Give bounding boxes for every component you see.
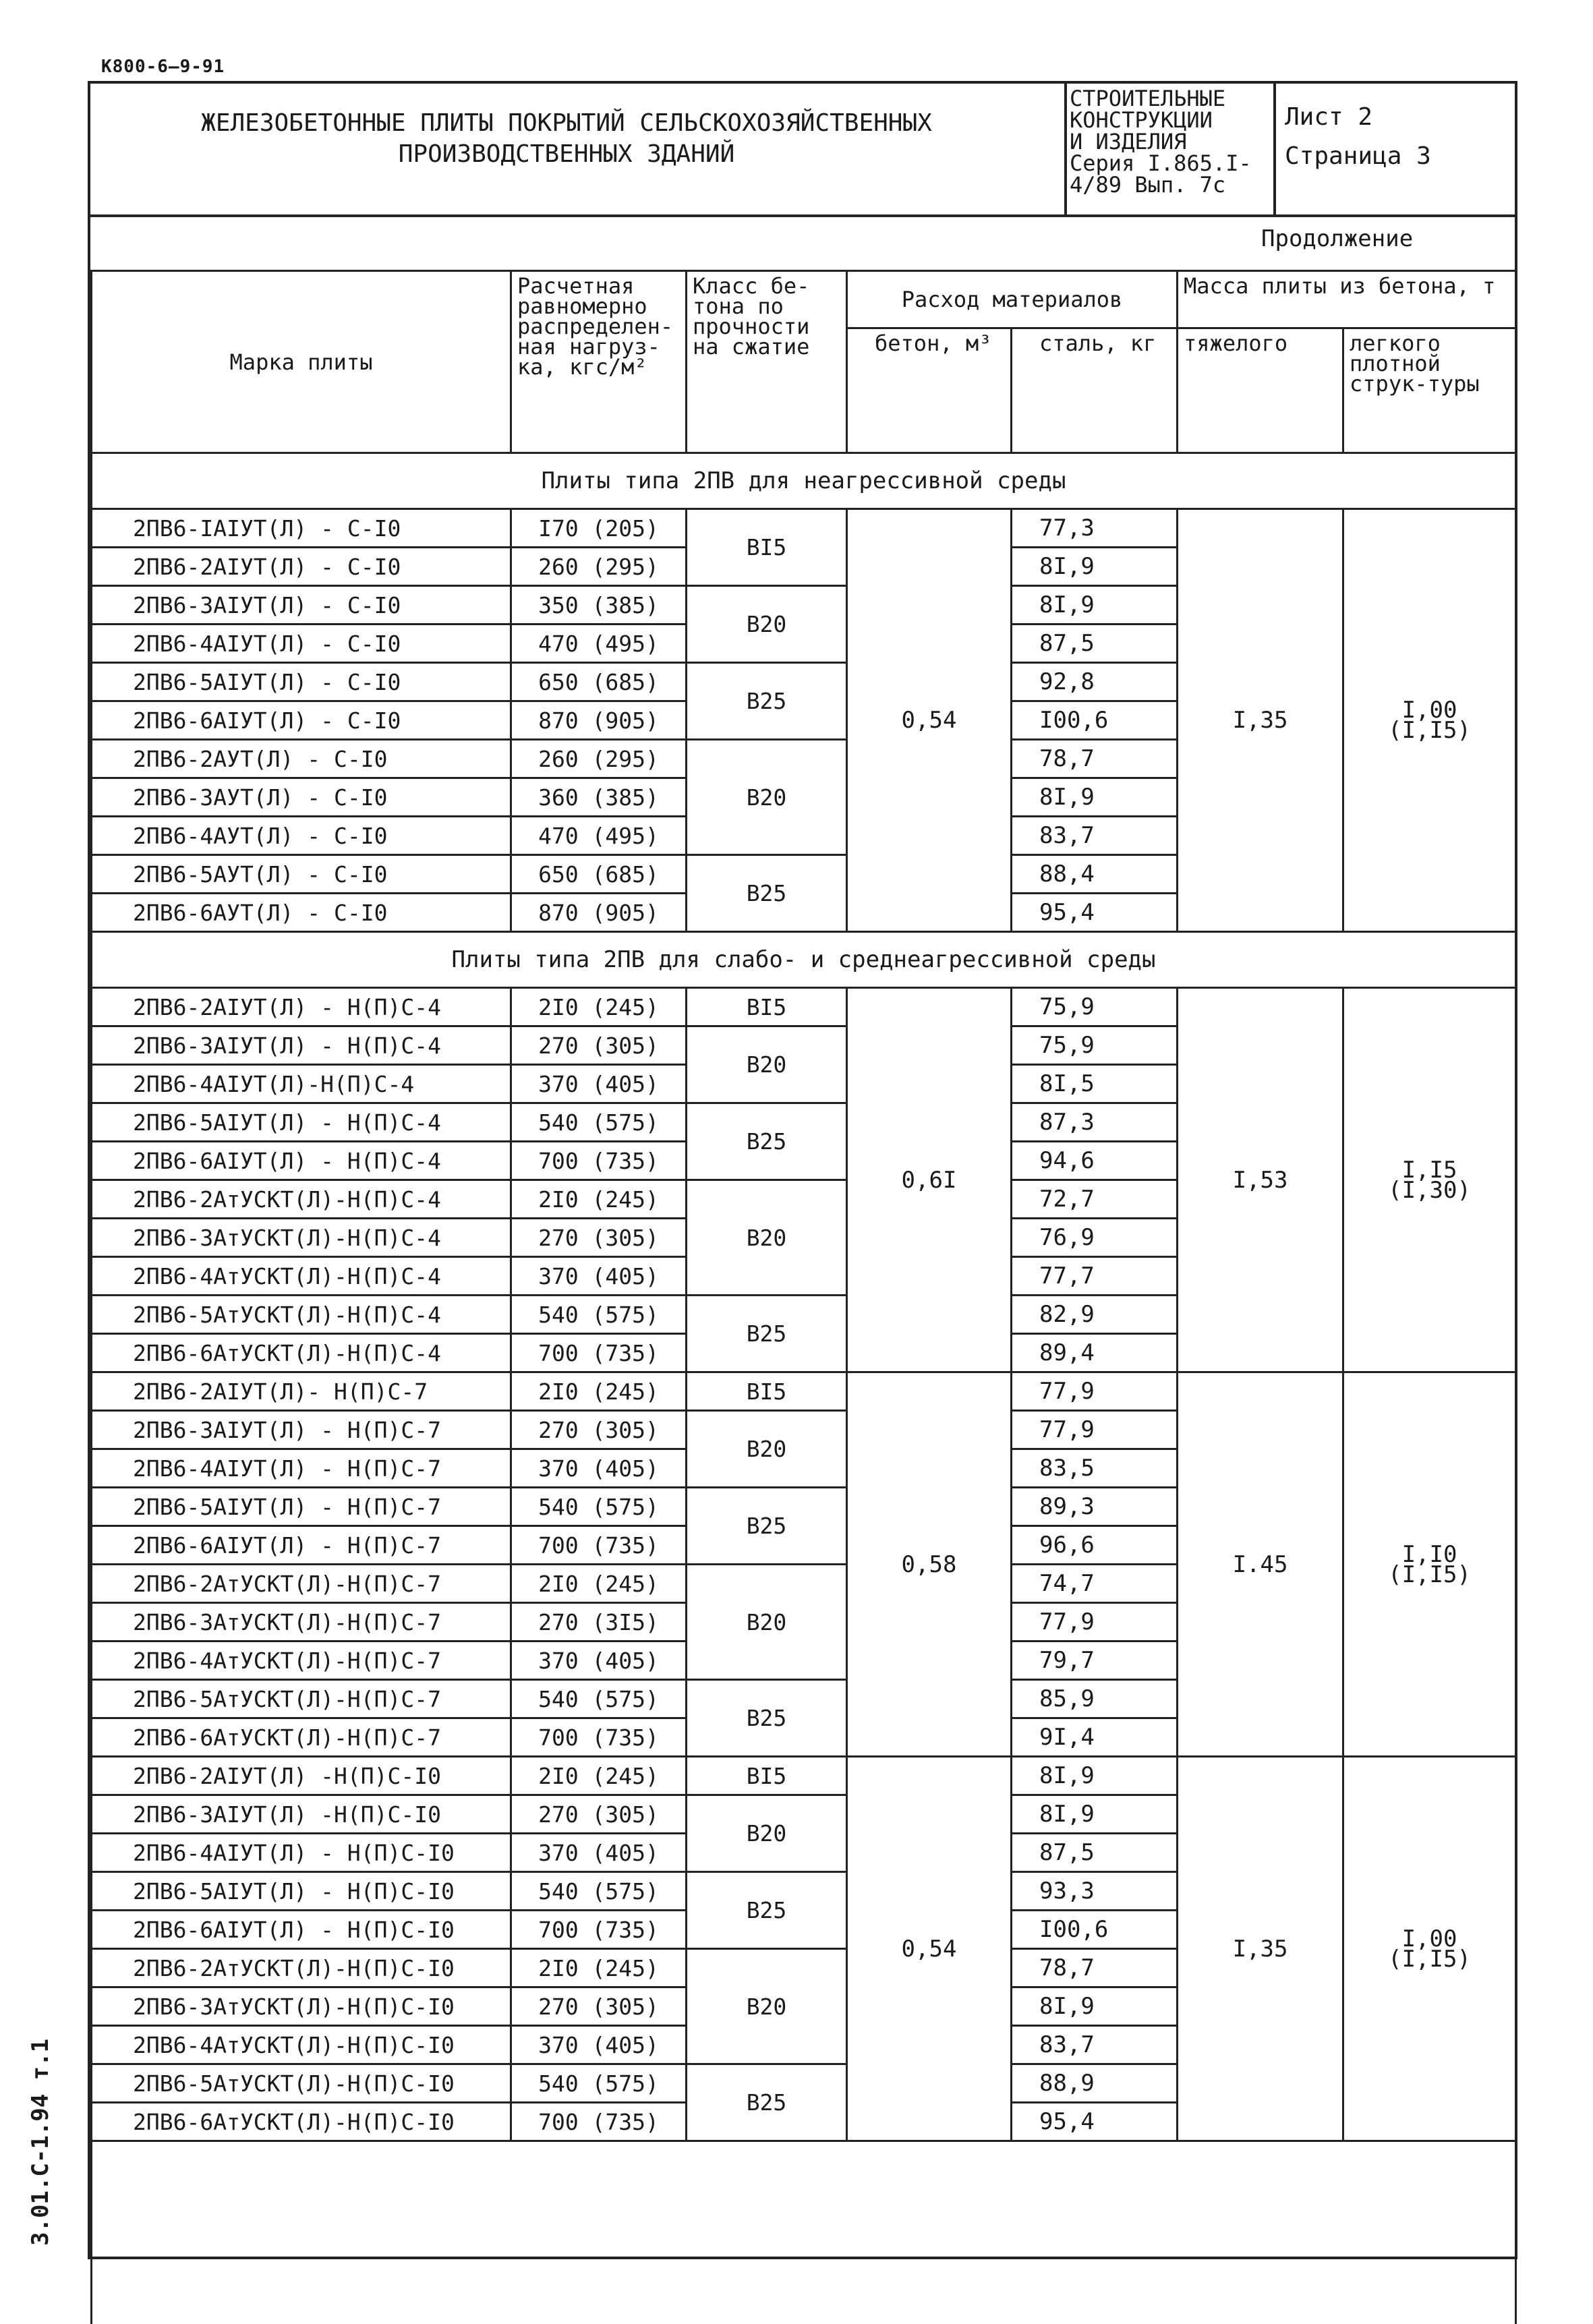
plate-mark: 2ПВ6-6АIУТ(Л) - Н(П)С-4 xyxy=(92,1142,511,1180)
design-load: 700 (735) xyxy=(511,1911,687,1949)
plate-mark: 2ПВ6-2АIУТ(Л) -Н(П)С-I0 xyxy=(92,1757,511,1795)
plate-mark: 2ПВ6-2АУТ(Л) - С-I0 xyxy=(92,740,511,778)
mass-light xyxy=(1343,1372,1516,1757)
series-line-4: Серия I.865.I- xyxy=(1070,152,1265,174)
plate-mark: 2ПВ6-4АтУСКТ(Л)-Н(П)С-4 xyxy=(92,1257,511,1296)
continuation-label: Продолжение xyxy=(1261,225,1413,252)
plate-mark: 2ПВ6-2АIУТ(Л) - Н(П)С-4 xyxy=(92,988,511,1026)
plate-mark: 2ПВ6-6АтУСКТ(Л)-Н(П)С-4 xyxy=(92,1334,511,1372)
plate-mark: 2ПВ6-6АIУТ(Л) - С-I0 xyxy=(92,701,511,740)
design-load: 370 (405) xyxy=(511,1257,687,1296)
table-row xyxy=(92,1757,1516,1795)
concrete-class: B20 xyxy=(687,586,847,663)
design-load: 700 (735) xyxy=(511,1334,687,1372)
mass-light-alt-value: (I,I5) xyxy=(1344,1565,1515,1585)
concrete-class: B20 xyxy=(687,1795,847,1872)
blank-area xyxy=(92,2141,1516,2324)
header-divider-1 xyxy=(1064,81,1067,216)
plate-mark: 2ПВ6-5АУТ(Л) - С-I0 xyxy=(92,855,511,894)
steel-mass: 95,4 xyxy=(1012,894,1178,932)
steel-mass: 89,3 xyxy=(1012,1488,1178,1526)
plate-mark: 2ПВ6-5АIУТ(Л) - Н(П)С-I0 xyxy=(92,1872,511,1911)
series-line-3: И ИЗДЕЛИЯ xyxy=(1070,131,1265,152)
side-code: 3.01.С-1.94 т.1 xyxy=(27,2043,54,2246)
plate-mark: 2ПВ6-5АIУТ(Л) - Н(П)С-7 xyxy=(92,1488,511,1526)
steel-mass: 8I,5 xyxy=(1012,1065,1178,1103)
design-load: 700 (735) xyxy=(511,2103,687,2141)
mass-light xyxy=(1343,509,1516,932)
design-load: 700 (735) xyxy=(511,1142,687,1180)
plate-mark: 2ПВ6-6АтУСКТ(Л)-Н(П)С-I0 xyxy=(92,2103,511,2141)
design-load: 700 (735) xyxy=(511,1718,687,1757)
plate-mark: 2ПВ6-3АIУТ(Л) - Н(П)С-7 xyxy=(92,1411,511,1449)
steel-mass: 79,7 xyxy=(1012,1642,1178,1680)
concrete-class: B25 xyxy=(687,663,847,740)
plate-mark: 2ПВ6-4АIУТ(Л) - С-I0 xyxy=(92,624,511,663)
plate-mark: 2ПВ6-3АУТ(Л) - С-I0 xyxy=(92,778,511,817)
concrete-class: B20 xyxy=(687,1026,847,1103)
plate-mark: 2ПВ6-5АтУСКТ(Л)-Н(П)С-I0 xyxy=(92,2064,511,2103)
steel-mass: 74,7 xyxy=(1012,1565,1178,1603)
steel-mass: 95,4 xyxy=(1012,2103,1178,2141)
plate-mark: 2ПВ6-2АIУТ(Л)- Н(П)С-7 xyxy=(92,1372,511,1411)
plate-mark: 2ПВ6-6АтУСКТ(Л)-Н(П)С-7 xyxy=(92,1718,511,1757)
design-load: 540 (575) xyxy=(511,1680,687,1718)
plate-mark: 2ПВ6-IАIУТ(Л) - С-I0 xyxy=(92,509,511,548)
design-load: 2I0 (245) xyxy=(511,1949,687,1987)
design-load: 370 (405) xyxy=(511,1642,687,1680)
series-line-2: КОНСТРУКЦИИ xyxy=(1070,109,1265,131)
steel-mass: 77,3 xyxy=(1012,509,1178,548)
steel-mass: 8I,9 xyxy=(1012,1757,1178,1795)
concrete-class: B25 xyxy=(687,1296,847,1372)
design-load: 360 (385) xyxy=(511,778,687,817)
steel-mass: 83,7 xyxy=(1012,2026,1178,2064)
plate-mark: 2ПВ6-4АIУТ(Л) - Н(П)С-7 xyxy=(92,1449,511,1488)
design-load: 270 (305) xyxy=(511,1411,687,1449)
series-block xyxy=(1070,88,1265,196)
steel-mass: 8I,9 xyxy=(1012,1987,1178,2026)
design-load: 540 (575) xyxy=(511,1872,687,1911)
sheet-block xyxy=(1285,98,1431,176)
design-load: I70 (205) xyxy=(511,509,687,548)
series-line-1: СТРОИТЕЛЬНЫЕ xyxy=(1070,88,1265,109)
steel-mass: 85,9 xyxy=(1012,1680,1178,1718)
mass-light-alt-value: (I,I5) xyxy=(1344,720,1515,740)
steel-mass: 94,6 xyxy=(1012,1142,1178,1180)
page-number: Страница 3 xyxy=(1285,137,1431,176)
table-row xyxy=(92,509,1516,548)
title-line-2: ПРОИЗВОДСТВЕННЫХ ЗДАНИЙ xyxy=(94,139,1039,170)
mass-light-alt-value: (I,I5) xyxy=(1344,1949,1515,1969)
plate-mark: 2ПВ6-2АтУСКТ(Л)-Н(П)С-I0 xyxy=(92,1949,511,1987)
design-load: 700 (735) xyxy=(511,1526,687,1565)
mass-light-value: I,00 xyxy=(1344,700,1515,720)
design-load: 260 (295) xyxy=(511,548,687,586)
design-load: 370 (405) xyxy=(511,1834,687,1872)
concrete-class: B20 xyxy=(687,1411,847,1488)
col-materials: Расход материалов xyxy=(847,271,1178,328)
steel-mass: 88,9 xyxy=(1012,2064,1178,2103)
concrete-class: BI5 xyxy=(687,1757,847,1795)
title-line-1: ЖЕЛЕЗОБЕТОННЫЕ ПЛИТЫ ПОКРЫТИЙ СЕЛЬСКОХОЗЯЙСТВЕННЫХ xyxy=(94,108,1039,139)
col-class: Класс бе-тона по прочности на сжатие xyxy=(687,271,847,453)
table-row xyxy=(92,1372,1516,1411)
design-load: 2I0 (245) xyxy=(511,1180,687,1219)
steel-mass: 72,7 xyxy=(1012,1180,1178,1219)
design-load: 270 (305) xyxy=(511,1987,687,2026)
plate-mark: 2ПВ6-2АтУСКТ(Л)-Н(П)С-7 xyxy=(92,1565,511,1603)
plate-mark: 2ПВ6-3АIУТ(Л) - С-I0 xyxy=(92,586,511,624)
col-light: легкого плотной струк-туры xyxy=(1343,328,1516,453)
steel-mass: 8I,9 xyxy=(1012,1795,1178,1834)
header-divider-2 xyxy=(1273,81,1276,216)
plate-mark: 2ПВ6-5АIУТ(Л) - Н(П)С-4 xyxy=(92,1103,511,1142)
mass-light xyxy=(1343,1757,1516,2141)
series-line-5: 4/89 Вып. 7с xyxy=(1070,174,1265,196)
concrete-class: B25 xyxy=(687,2064,847,2141)
col-heavy: тяжелого xyxy=(1178,328,1343,453)
document-title xyxy=(94,108,1039,170)
mass-heavy: I,35 xyxy=(1178,1757,1343,2141)
mass-light-alt-value: (I,30) xyxy=(1344,1180,1515,1200)
sheet-number: Лист 2 xyxy=(1285,98,1431,137)
plate-mark: 2ПВ6-3АтУСКТ(Л)-Н(П)С-7 xyxy=(92,1603,511,1642)
concrete-class: B20 xyxy=(687,1565,847,1680)
mass-light-value: I,00 xyxy=(1344,1929,1515,1949)
concrete-class: B25 xyxy=(687,1488,847,1565)
steel-mass: 89,4 xyxy=(1012,1334,1178,1372)
plate-mark: 2ПВ6-4АтУСКТ(Л)-Н(П)С-I0 xyxy=(92,2026,511,2064)
section-title: Плиты типа 2ПВ для слабо- и среднеагрессивной среды xyxy=(92,932,1516,988)
plate-mark: 2ПВ6-4АIУТ(Л)-Н(П)С-4 xyxy=(92,1065,511,1103)
concrete-class: B20 xyxy=(687,740,847,855)
steel-mass: 83,5 xyxy=(1012,1449,1178,1488)
header-bottom-line xyxy=(88,214,1517,217)
steel-mass: 78,7 xyxy=(1012,740,1178,778)
plate-mark: 2ПВ6-4АтУСКТ(Л)-Н(П)С-7 xyxy=(92,1642,511,1680)
design-load: 370 (405) xyxy=(511,2026,687,2064)
design-load: 370 (405) xyxy=(511,1065,687,1103)
concrete-class: B20 xyxy=(687,1180,847,1296)
concrete-class: BI5 xyxy=(687,988,847,1026)
steel-mass: I00,6 xyxy=(1012,1911,1178,1949)
design-load: 540 (575) xyxy=(511,1488,687,1526)
steel-mass: 75,9 xyxy=(1012,1026,1178,1065)
section-2-header xyxy=(92,932,1516,988)
concrete-class: B25 xyxy=(687,1680,847,1757)
concrete-class: BI5 xyxy=(687,509,847,586)
design-load: 370 (405) xyxy=(511,1449,687,1488)
steel-mass: 77,7 xyxy=(1012,1257,1178,1296)
concrete-class: B25 xyxy=(687,1872,847,1949)
concrete-class: BI5 xyxy=(687,1372,847,1411)
design-load: 650 (685) xyxy=(511,855,687,894)
concrete-class: B20 xyxy=(687,1949,847,2064)
mass-light xyxy=(1343,988,1516,1372)
concrete-class: B25 xyxy=(687,1103,847,1180)
plate-mark: 2ПВ6-3АтУСКТ(Л)-Н(П)С-4 xyxy=(92,1219,511,1257)
design-load: 2I0 (245) xyxy=(511,1372,687,1411)
steel-mass: 92,8 xyxy=(1012,663,1178,701)
steel-mass: 88,4 xyxy=(1012,855,1178,894)
steel-mass: 83,7 xyxy=(1012,817,1178,855)
mass-heavy: I,53 xyxy=(1178,988,1343,1372)
steel-mass: 8I,9 xyxy=(1012,778,1178,817)
steel-mass: 93,3 xyxy=(1012,1872,1178,1911)
design-load: 2I0 (245) xyxy=(511,988,687,1026)
mass-heavy: I,35 xyxy=(1178,509,1343,932)
col-concrete: бетон, м³ xyxy=(847,328,1012,453)
concrete-volume: 0,54 xyxy=(847,1757,1012,2141)
design-load: 2I0 (245) xyxy=(511,1757,687,1795)
steel-mass: 87,5 xyxy=(1012,1834,1178,1872)
steel-mass: 8I,9 xyxy=(1012,586,1178,624)
design-load: 350 (385) xyxy=(511,586,687,624)
col-mass: Масса плиты из бетона, т xyxy=(1178,271,1516,328)
steel-mass: 82,9 xyxy=(1012,1296,1178,1334)
design-load: 650 (685) xyxy=(511,663,687,701)
plate-mark: 2ПВ6-3АтУСКТ(Л)-Н(П)С-I0 xyxy=(92,1987,511,2026)
plate-mark: 2ПВ6-6АIУТ(Л) - Н(П)С-7 xyxy=(92,1526,511,1565)
plate-mark: 2ПВ6-6АIУТ(Л) - Н(П)С-I0 xyxy=(92,1911,511,1949)
design-load: 270 (305) xyxy=(511,1026,687,1065)
plates-table xyxy=(90,270,1517,2324)
steel-mass: 77,9 xyxy=(1012,1411,1178,1449)
plate-mark: 2ПВ6-5АIУТ(Л) - С-I0 xyxy=(92,663,511,701)
design-load: 470 (495) xyxy=(511,624,687,663)
design-load: 260 (295) xyxy=(511,740,687,778)
section-1-header xyxy=(92,453,1516,509)
plate-mark: 2ПВ6-6АУТ(Л) - С-I0 xyxy=(92,894,511,932)
concrete-volume: 0,6I xyxy=(847,988,1012,1372)
steel-mass: 87,3 xyxy=(1012,1103,1178,1142)
section-title: Плиты типа 2ПВ для неагрессивной среды xyxy=(92,453,1516,509)
design-load: 870 (905) xyxy=(511,894,687,932)
design-load: 270 (3I5) xyxy=(511,1603,687,1642)
table-row xyxy=(92,988,1516,1026)
steel-mass: 87,5 xyxy=(1012,624,1178,663)
steel-mass: 76,9 xyxy=(1012,1219,1178,1257)
plate-mark: 2ПВ6-2АIУТ(Л) - С-I0 xyxy=(92,548,511,586)
mass-light-value: I,I5 xyxy=(1344,1160,1515,1180)
steel-mass: 75,9 xyxy=(1012,988,1178,1026)
concrete-volume: 0,58 xyxy=(847,1372,1012,1757)
concrete-class: B25 xyxy=(687,855,847,932)
concrete-volume: 0,54 xyxy=(847,509,1012,932)
design-load: 270 (305) xyxy=(511,1219,687,1257)
blank-row xyxy=(92,2141,1516,2324)
plate-mark: 2ПВ6-5АтУСКТ(Л)-Н(П)С-7 xyxy=(92,1680,511,1718)
plate-mark: 2ПВ6-4АIУТ(Л) - Н(П)С-I0 xyxy=(92,1834,511,1872)
steel-mass: 77,9 xyxy=(1012,1372,1178,1411)
plate-mark: 2ПВ6-4АУТ(Л) - С-I0 xyxy=(92,817,511,855)
plate-mark: 2ПВ6-5АтУСКТ(Л)-Н(П)С-4 xyxy=(92,1296,511,1334)
design-load: 470 (495) xyxy=(511,817,687,855)
col-load: Расчетная равномерно распределен-ная нагруз-ка, кгс/м² xyxy=(511,271,687,453)
steel-mass: 78,7 xyxy=(1012,1949,1178,1987)
design-load: 540 (575) xyxy=(511,2064,687,2103)
col-steel: сталь, кг xyxy=(1012,328,1178,453)
steel-mass: 77,9 xyxy=(1012,1603,1178,1642)
document-code: К800-6—9-91 xyxy=(101,57,225,77)
col-mark: Марка плиты xyxy=(92,271,511,453)
plate-mark: 2ПВ6-2АтУСКТ(Л)-Н(П)С-4 xyxy=(92,1180,511,1219)
design-load: 870 (905) xyxy=(511,701,687,740)
design-load: 540 (575) xyxy=(511,1103,687,1142)
steel-mass: 8I,9 xyxy=(1012,548,1178,586)
steel-mass: 96,6 xyxy=(1012,1526,1178,1565)
plate-mark: 2ПВ6-3АIУТ(Л) - Н(П)С-4 xyxy=(92,1026,511,1065)
design-load: 270 (305) xyxy=(511,1795,687,1834)
design-load: 2I0 (245) xyxy=(511,1565,687,1603)
steel-mass: 9I,4 xyxy=(1012,1718,1178,1757)
design-load: 540 (575) xyxy=(511,1296,687,1334)
mass-heavy: I.45 xyxy=(1178,1372,1343,1757)
mass-light-value: I,I0 xyxy=(1344,1544,1515,1565)
plate-mark: 2ПВ6-3АIУТ(Л) -Н(П)С-I0 xyxy=(92,1795,511,1834)
steel-mass: I00,6 xyxy=(1012,701,1178,740)
